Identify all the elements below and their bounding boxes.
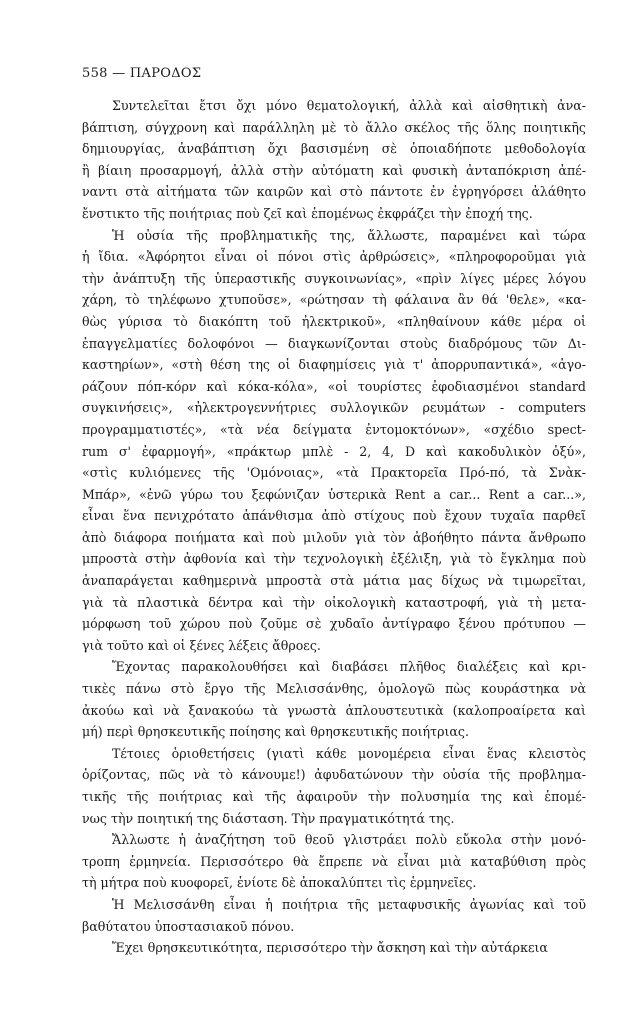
text-line: τικῆς τῆς ποιήτριας καὶ τῆς ἀφαιροῦν τὴν πολυσημία της καὶ ἑπομέ-	[82, 789, 586, 804]
text-line: ναντι στὰ αἰτήματα τῶν καιρῶν καὶ στὸ πάντοτε ἐν ἐγρηγόρσει ἀλάθητο	[82, 184, 586, 200]
text-line: ὁρίζοντας, πῶς νὰ τὸ κάνουμε!) ἀφυδατώνουν τὴν οὐσία τῆς προβλημα-	[82, 767, 586, 783]
text-line: γιὰ τοῦτο καὶ οἱ ξένες λέξεις ἄθροες.	[82, 637, 321, 653]
text-line: γιὰ τὰ πλαστικὰ δέντρα καὶ τὴν οἰκολογικὴ καταστροφή, γιὰ τὴ μετα-	[82, 594, 586, 610]
text-line: ἀπὸ διάφορα ποιήματα καὶ ποὺ μιλοῦν γιὰ τὸν ἀβοήθητο πάντα ἄνθρωπο	[82, 529, 586, 545]
paragraph	[82, 894, 586, 937]
text-line: συγκινήσεις», «ἠλεκτρογεννήτριες συλλογικῶν ρευμάτων - computers	[82, 400, 586, 416]
text-line: ἡ ἴδια. «Ἀφόρητοι εἶναι οἱ πόνοι στὶς ἀρθρώσεις», «πληροφοροῦμαι γιὰ	[82, 249, 586, 265]
text-line: μόρφωση τοῦ χώρου ποὺ ζοῦμε σὲ χυδαῖο ἀντίγραφο ξένου πρότυπου —	[82, 616, 586, 632]
text-line: νως τὴν ποιητική της διάσταση. Τὴν πραγματικότητά της.	[82, 810, 455, 826]
text-line: τὴ μήτρα ποὺ κυοφορεῖ, ἐνίοτε δὲ ἀποκαλύπτει τὶς ἑρμηνεῖες.	[82, 875, 477, 891]
text-line: μπροστὰ στὴν ἀφθονία καὶ τὴν τεχνολογικὴ ἐξέλιξη, γιὰ τὸ ἔγκλημα ποὺ	[82, 551, 586, 567]
text-line: προγραμματιστές», «τὰ νέα δείγματα ἐντομοκτόνων», «σχέδιο spect-	[82, 421, 586, 437]
paragraph	[82, 743, 586, 829]
text-line: Ἔχει θρησκευτικότητα, περισσότερο τὴν ἄσκηση καὶ τὴν αὐτάρκεια	[112, 940, 548, 956]
body-text	[82, 95, 586, 959]
running-head: 558 — ΠΑΡΟΔΟΣ	[82, 66, 202, 81]
paragraph	[82, 95, 586, 225]
text-line: Συντελεῖται ἔτσι ὄχι μόνο θεματολογική, ἀλλὰ καὶ αἰσθητικὴ ἀνα-	[112, 98, 586, 113]
text-line: δημιουργίας, ἀναβάπτιση ὄχι βασισμένη σὲ ὁποιαδήποτε μεθοδολογία	[82, 141, 586, 157]
paragraph	[82, 829, 586, 894]
text-line: χάρη, τὸ τηλέφωνο χτυποῦσε», «ρώτησαν τὴ φάλαινα ἂν θά 'θελε», «κα-	[82, 292, 586, 308]
text-line: εἶναι ἕνα πενιχρότατο ἀπάνθισμα ἀπὸ στίχους ποὺ ἔχουν τυχαῖα παρθεῖ	[82, 508, 586, 524]
text-line: βάπτιση, σύγχρονη καὶ παράλληλη μὲ τὸ ἄλλο σκέλος τῆς ὅλης ποιητικῆς	[82, 119, 586, 135]
paragraph	[82, 656, 586, 742]
text-line: Μπάρ», «ἐνῶ γύρω του ξεφώνιζαν ὑστερικὰ Rent a car... Rent a car...»,	[82, 486, 586, 502]
text-line: βαθύτατου ὑποστασιακοῦ πόνου.	[82, 918, 295, 934]
text-line: θὼς γύρισα τὸ διακόπτη τοῦ ἠλεκτρικοῦ», «πληθαίνουν κάθε μέρα οἱ	[82, 313, 586, 329]
text-line: Τέτοιες ὁριοθετήσεις (γιατὶ κάθε μονομέρεια εἶναι ἕνας κλειστὸς	[112, 745, 586, 761]
paragraph	[82, 225, 586, 657]
text-line: καστηρίων», «στὴ θέση της οἱ διαφημίσεις γιὰ τ' ἀπορρυπαντικά», «ἀγο-	[82, 357, 586, 373]
paragraph	[82, 937, 586, 959]
text-line: «στὶς κυλιόμενες τῆς 'Ομόνοιας», «τὰ Πρακτορεῖα Πρό-πό, τὰ Σνὰκ-	[82, 465, 586, 481]
text-line: Ἡ Μελισσάνθη εἶναι ἡ ποιήτρια τῆς μεταφυσικῆς ἀγωνίας καὶ τοῦ	[112, 896, 586, 912]
text-line: ἔνστικτο τῆς ποιήτριας ποὺ ζεῖ καὶ ἑπομένως ἐκφράζει τὴν ἐποχή της.	[82, 205, 533, 221]
text-line: μή) περὶ θρησκευτικῆς ποίησης καὶ θρησκευτικῆς ποιήτριας.	[82, 724, 469, 740]
text-line: ἀναπαράγεται καθημερινὰ μπροστὰ στὰ μάτια μας δίχως νὰ τιμωρεῖται,	[82, 573, 586, 589]
text-line: ἐπαγγελματίες δολοφόνοι — διαγκωνίζονται στοὺς διαδρόμους τῶν Δι-	[82, 335, 586, 351]
text-line: ράζουν πόπ-κόρν καὶ κόκα-κόλα», «οἱ τουρίστες ἐφοδιασμένοι standard	[82, 378, 586, 394]
text-line: Ἡ οὐσία τῆς προβληματικῆς της, ἄλλωστε, παραμένει καὶ τώρα	[112, 227, 586, 243]
text-line: τροπη ἑρμηνεία. Περισσότερο θὰ ἔπρεπε νὰ εἶναι μιὰ καταβύθιση πρὸς	[82, 853, 586, 869]
text-line: ἢ βίαιη προσαρμογή, ἀλλὰ στὴν αὐτόματη καὶ φυσικὴ ἀνταπόκριση ἀπέ-	[82, 162, 586, 178]
text-line: Ἔχοντας παρακολουθήσει καὶ διαβάσει πλῆθος διαλέξεις καὶ κρι-	[112, 659, 586, 675]
text-line: rum σ' ἐφαρμογή», «πράκτωρ μπλὲ - 2, 4, D καὶ κακοδυλικὸν ὀξύ»,	[82, 443, 586, 459]
text-line: τικὲς πάνω στὸ ἔργο τῆς Μελισσάνθης, ὁμολογῶ πὼς κουράστηκα νὰ	[82, 681, 586, 697]
text-line: τὴν ἀνάπτυξη τῆς ὑπεραστικῆς συγκοινωνίας», «πρὶν λίγες μέρες λόγου	[82, 270, 586, 286]
text-line: ἀκούω καὶ νὰ ξανακούω τὰ γνωστὰ ἁπλουστευτικὰ (καλοπροαίρετα καὶ	[82, 702, 586, 718]
text-line: Ἄλλωστε ἡ ἀναζήτηση τοῦ θεοῦ γλιστράει πολὺ εὔκολα στὴν μονό-	[112, 832, 586, 848]
